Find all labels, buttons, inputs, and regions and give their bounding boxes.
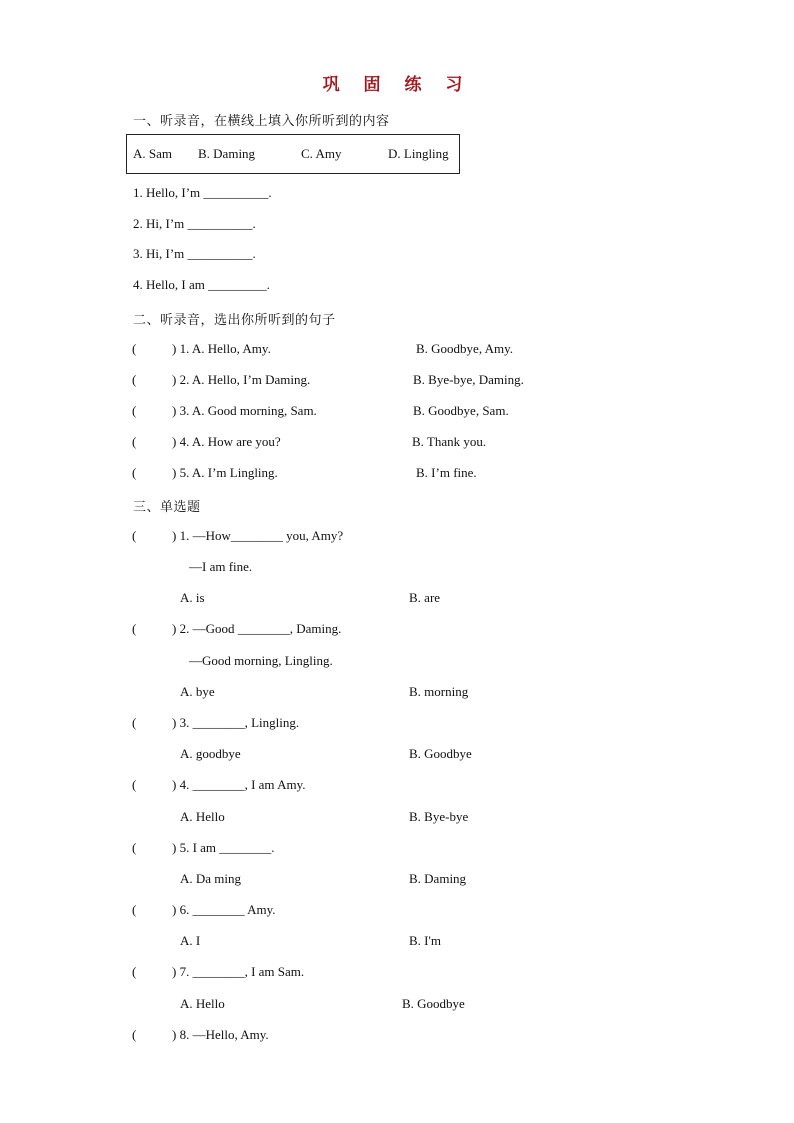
s2-item-2-option-b: B. Bye-bye, Daming. [413,372,524,387]
answer-paren: ( [132,840,137,855]
s3-q6-option-b: B. I'm [409,933,441,948]
s1-item-1: 1. Hello, I’m __________. [133,185,272,200]
s3-q4-option-b: B. Bye-bye [409,809,469,824]
answer-paren: ( [132,465,137,480]
s3-q1-question: ) 1. —How________ you, Amy? [172,528,344,543]
answer-paren: ( [132,434,137,449]
answer-paren: ( [132,621,137,636]
s3-q5-option-a: A. Da ming [180,871,242,886]
s2-item-5-question: ) 5. A. I’m Lingling. [172,465,278,480]
s3-q1-reply: —I am fine. [189,559,253,574]
answer-paren: ( [132,372,137,387]
s1-item-3: 3. Hi, I’m __________. [133,246,256,261]
answer-paren: ( [132,902,137,917]
s3-q7-question: ) 7. ________, I am Sam. [172,964,305,979]
s3-q3-question: ) 3. ________, Lingling. [172,715,300,730]
s3-q5-option-b: B. Daming [409,871,467,886]
answer-paren: ( [132,1027,137,1042]
section-3-heading: 三、单选题 [133,500,201,515]
s3-q7-option-a: A. Hello [180,996,225,1011]
section-1-heading: 一、听录音，在横线上填入你所听到的内容 [133,114,390,129]
s3-q4-question: ) 4. ________, I am Amy. [172,777,306,792]
answer-paren: ( [132,403,137,418]
choice-b: B. Daming [198,146,256,161]
s3-q4-option-a: A. Hello [180,809,225,824]
s3-q3-option-b: B. Goodbye [409,746,472,761]
s1-item-4: 4. Hello, I am _________. [133,277,270,292]
s2-item-3-question: ) 3. A. Good morning, Sam. [172,403,317,418]
s2-item-1-option-b: B. Goodbye, Amy. [416,341,514,356]
s2-item-5-option-b: B. I’m fine. [416,465,477,480]
s3-q7-option-b: B. Goodbye [402,996,465,1011]
s3-q2-option-b: B. morning [409,684,469,699]
choice-c: C. Amy [301,146,342,161]
s2-item-3-option-b: B. Goodbye, Sam. [413,403,509,418]
s3-q8-question: ) 8. —Hello, Amy. [172,1027,269,1042]
s3-q1-option-a: A. is [180,590,205,605]
answer-paren: ( [132,528,137,543]
s1-item-2: 2. Hi, I’m __________. [133,216,256,231]
s2-item-1-question: ) 1. A. Hello, Amy. [172,341,271,356]
page-title: 巩 固 练 习 [322,75,472,95]
answer-paren: ( [132,715,137,730]
s3-q6-question: ) 6. ________ Amy. [172,902,276,917]
s2-item-2-question: ) 2. A. Hello, I’m Daming. [172,372,311,387]
s2-item-4-option-b: B. Thank you. [412,434,487,449]
section-2-heading: 二、听录音，选出你所听到的句子 [133,313,336,328]
answer-paren: ( [132,964,137,979]
s3-q2-option-a: A. bye [180,684,215,699]
s3-q5-question: ) 5. I am ________. [172,840,275,855]
choice-a: A. Sam [133,146,172,161]
s2-item-4-question: ) 4. A. How are you? [172,434,281,449]
choice-d: D. Lingling [388,146,449,161]
s3-q3-option-a: A. goodbye [180,746,241,761]
answer-paren: ( [132,777,137,792]
answer-paren: ( [132,341,137,356]
s3-q2-question: ) 2. —Good ________, Daming. [172,621,342,636]
s3-q1-option-b: B. are [409,590,441,605]
s3-q2-reply: —Good morning, Lingling. [189,653,333,668]
s3-q6-option-a: A. I [180,933,201,948]
